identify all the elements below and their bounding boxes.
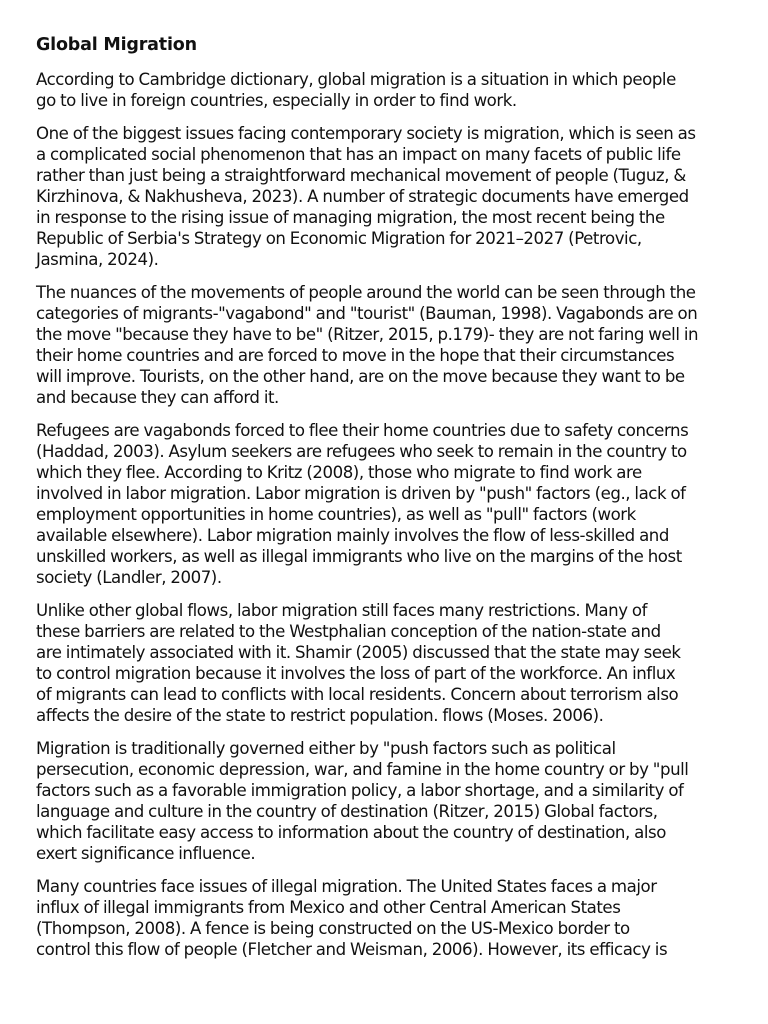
text-line: Migration is traditionally governed either by "push factors such as political [36,739,616,758]
paragraph-refugees-labor [36,420,732,588]
text-line: unskilled workers, as well as illegal immigrants who live on the margins of the host [36,547,682,566]
paragraph-illegal-migration [36,876,732,960]
text-line: Jasmina, 2024). [36,250,159,269]
text-line: affects the desire of the state to restrict population. flows (Moses. 2006). [36,706,604,725]
paragraph-definition [36,69,732,111]
text-line: exert significance influence. [36,844,256,863]
text-line: society (Landler, 2007). [36,568,222,587]
text-line: involved in labor migration. Labor migration is driven by "push" factors (eg., lack of [36,484,686,503]
text-line: control this flow of people (Fletcher and Weisman, 2006). However, its efficacy is [36,940,668,959]
text-line: will improve. Tourists, on the other hand, are on the move because they want to be [36,367,685,386]
text-line: in response to the rising issue of managing migration, the most recent being the [36,208,665,227]
text-line: Republic of Serbia's Strategy on Economic Migration for 2021–2027 (Petrovic, [36,229,642,248]
paragraph-restrictions [36,600,732,726]
text-line: these barriers are related to the Westphalian conception of the nation-state and [36,622,661,641]
text-line: of migrants can lead to conflicts with local residents. Concern about terrorism also [36,685,679,704]
text-line: rather than just being a straightforward mechanical movement of people (Tuguz, & [36,166,686,185]
text-line: language and culture in the country of destination (Ritzer, 2015) Global factors, [36,802,658,821]
text-line: Unlike other global flows, labor migration still faces many restrictions. Many of [36,601,647,620]
paragraph-contemporary-issue [36,123,732,270]
text-line: According to Cambridge dictionary, global migration is a situation in which people [36,70,676,89]
text-line: (Haddad, 2003). Asylum seekers are refugees who seek to remain in the country to [36,442,687,461]
text-line: available elsewhere). Labor migration mainly involves the flow of less-skilled and [36,526,669,545]
text-line: The nuances of the movements of people around the world can be seen through the [36,283,696,302]
text-line: a complicated social phenomenon that has an impact on many facets of public life [36,145,681,164]
text-line: which they flee. According to Kritz (2008), those who migrate to find work are [36,463,642,482]
text-line: Kirzhinova, & Nakhusheva, 2023). A number of strategic documents have emerged [36,187,689,206]
text-line: (Thompson, 2008). A fence is being constructed on the US-Mexico border to [36,919,630,938]
paragraph-push-pull-factors [36,738,732,864]
text-line: factors such as a favorable immigration policy, a labor shortage, and a similarity of [36,781,684,800]
paragraph-vagabond-tourist [36,282,732,408]
page-title: Global Migration [36,35,197,55]
text-line: which facilitate easy access to information about the country of destination, also [36,823,666,842]
text-line: are intimately associated with it. Shamir (2005) discussed that the state may seek [36,643,681,662]
text-line: employment opportunities in home countries), as well as "pull" factors (work [36,505,636,524]
text-line: their home countries and are forced to move in the hope that their circumstances [36,346,675,365]
text-line: the move "because they have to be" (Ritzer, 2015, p.179)- they are not faring well in [36,325,699,344]
text-line: and because they can afford it. [36,388,279,407]
text-line: Refugees are vagabonds forced to flee their home countries due to safety concerns [36,421,689,440]
text-line: One of the biggest issues facing contemporary society is migration, which is seen as [36,124,696,143]
text-line: to control migration because it involves the loss of part of the workforce. An influx [36,664,676,683]
text-line: Many countries face issues of illegal migration. The United States faces a major [36,877,657,896]
text-line: categories of migrants-"vagabond" and "tourist" (Bauman, 1998). Vagabonds are on [36,304,698,323]
text-line: go to live in foreign countries, especially in order to find work. [36,91,517,110]
text-line: influx of illegal immigrants from Mexico and other Central American States [36,898,621,917]
text-line: persecution, economic depression, war, and famine in the home country or by "pull [36,760,689,779]
